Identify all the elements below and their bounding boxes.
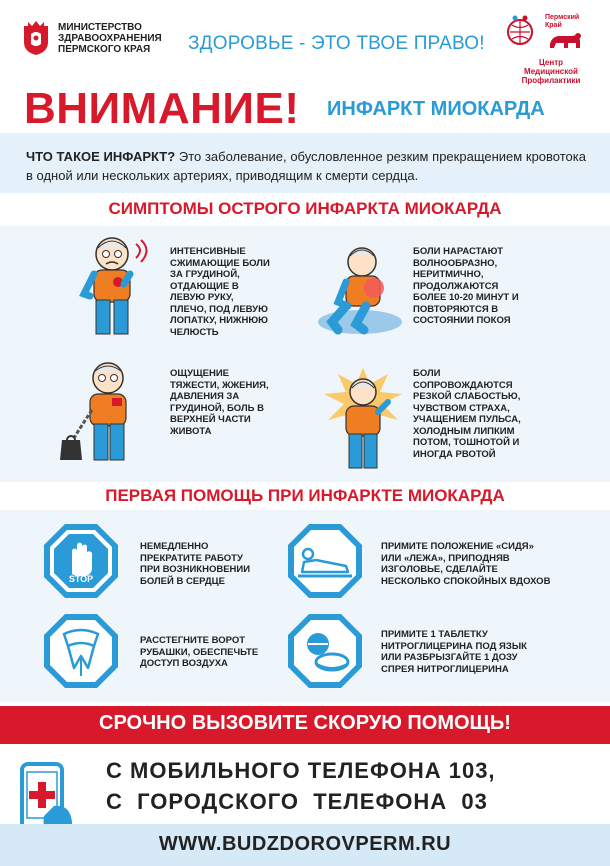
mobile-number-text: С МОБИЛЬНОГО ТЕЛЕФОНА 103, — [106, 758, 496, 783]
pills-icon — [286, 612, 364, 690]
symptom-line: ЖИВОТА — [170, 425, 212, 437]
symptom-line: ЧЕЛЮСТЬ — [170, 326, 219, 338]
slogan: ЗДОРОВЬЕ - ЭТО ТВОЕ ПРАВО! — [188, 33, 485, 54]
aid-line: ИЛИ «ЛЕЖА», ПРИПОДНЯВ — [381, 552, 510, 564]
definition-answer: Это заболевание, обусловленное резким прекращением кровотока в одной или нескольких артериях, приводящим к смерти сердца. — [26, 149, 586, 183]
aid-line: ПРИМИТЕ ПОЛОЖЕНИЕ «СИДЯ» — [381, 541, 534, 552]
website-link[interactable]: WWW.BUDZDOROVPERM.RU — [158, 833, 452, 855]
aid-text — [140, 635, 258, 670]
symptom-line: ПРОДОЛЖАЮТСЯ — [413, 280, 499, 292]
krai-label-line: Край — [545, 22, 562, 29]
warning-title: ВНИМАНИЕ! — [24, 84, 300, 133]
shirt-collar-icon — [42, 612, 120, 690]
symptom-line: ЛЕВУЮ РУКУ, — [170, 292, 234, 303]
subject-title: ИНФАРКТ МИОКАРДА — [327, 98, 545, 120]
symptom-line: ВОЛНООБРАЗНО, — [413, 257, 498, 269]
krai-label — [545, 14, 579, 30]
symptom-line: ПОТОМ, ТОШНОТОЙ И — [413, 437, 520, 448]
symptom-line: ВЕРХНЕЙ ЧАСТИ — [170, 414, 251, 425]
aid-line: НЕСКОЛЬКО СПОКОЙНЫХ ВДОХОВ — [381, 575, 551, 587]
prevention-center-name — [512, 58, 590, 85]
man-chest-pain-icon — [74, 234, 160, 340]
symptom-line: СОПРОВОЖДАЮТСЯ — [413, 379, 513, 391]
aid-line: ПРИ ВОЗНИКНОВЕНИИ — [140, 564, 251, 575]
coat-of-arms-icon — [22, 20, 50, 56]
symptom-line: ПОВТОРЯЮТСЯ В — [413, 303, 499, 315]
ministry-name — [58, 22, 183, 55]
symptom-line: СОСТОЯНИИ ПОКОЯ — [413, 315, 511, 326]
aid-line: ПРИМИТЕ 1 ТАБЛЕТКУ — [381, 629, 488, 640]
landline-number-text: С ГОРОДСКОГО ТЕЛЕФОНА 03 — [106, 789, 488, 814]
aid-line: НИТРОГЛИЦЕРИНА ПОД ЯЗЫК — [381, 640, 527, 652]
aid-line: РУБАШКИ, ОБЕСПЕЧЬТЕ — [140, 646, 259, 658]
symptom-line: БОЛЕЕ 10-20 МИНУТ И — [413, 292, 519, 303]
aid-text — [140, 541, 250, 587]
definition-text — [26, 147, 586, 185]
symptom-line: УЧАЩЕНИЕМ ПУЛЬСА, — [413, 414, 521, 425]
symptom-line: ТЯЖЕСТИ, ЖЖЕНИЯ, — [170, 379, 269, 391]
aid-text — [381, 541, 550, 587]
center-name-line: Центр Медицинской — [524, 58, 578, 76]
symptom-text — [170, 246, 270, 338]
aid-line: ПРЕКРАТИТЕ РАБОТУ — [140, 552, 243, 564]
definition-question: ЧТО ТАКОЕ ИНФАРКТ? — [26, 149, 176, 164]
symptom-line: ЧУВСТВОМ СТРАХА, — [413, 402, 510, 414]
first-aid-heading: ПЕРВАЯ ПОМОЩЬ ПРИ ИНФАРКТЕ МИОКАРДА — [105, 486, 505, 505]
krai-label-line: Пермский — [545, 14, 580, 21]
symptom-line: БОЛИ НАРАСТАЮТ — [413, 246, 504, 257]
symptom-text — [170, 368, 269, 437]
ministry-line: ЗДРАВООХРАНЕНИЯ — [58, 33, 162, 44]
man-chained-weight-icon — [56, 358, 146, 466]
aid-line: СПРЕЯ НИТРОГЛИЦЕРИНА — [381, 663, 509, 675]
stop-label: STOP — [68, 574, 94, 584]
symptom-line: ИНОГДА РВОТОЙ — [413, 448, 496, 460]
aid-line: БОЛЕЙ В СЕРДЦЕ — [140, 575, 225, 587]
symptom-line: ЛОПАТКУ, НИЖНЮЮ — [170, 315, 268, 326]
symptom-line: БОЛИ — [413, 368, 441, 379]
lying-position-icon — [286, 522, 364, 600]
aid-line: ИЛИ РАЗБРЫЗГАЙТЕ 1 ДОЗУ — [381, 652, 518, 663]
aid-line: ИЗГОЛОВЬЕ, СДЕЛАЙТЕ — [381, 564, 498, 575]
symptom-line: ИНТЕНСИВНЫЕ — [170, 246, 246, 257]
symptom-line: ПЛЕЧО, ПОД ЛЕВУЮ — [170, 303, 268, 315]
aid-text — [381, 629, 527, 675]
stop-hand-icon — [42, 522, 120, 600]
symptom-line: ОТДАЮЩИЕ В — [170, 280, 239, 292]
symptom-line: НЕРИТМИЧНО, — [413, 269, 484, 280]
ministry-line: МИНИСТЕРСТВО — [58, 22, 142, 33]
aid-line: ДОСТУП ВОЗДУХА — [140, 658, 228, 669]
symptom-line: ДАВЛЕНИЯ ЗА — [170, 391, 240, 402]
aid-line: НЕМЕДЛЕННО — [140, 541, 209, 552]
symptom-line: ЗА ГРУДИНОЙ, — [170, 269, 240, 280]
center-name-line: Профилактики — [521, 76, 581, 85]
symptom-line: ХОЛОДНЫМ ЛИПКИМ — [413, 425, 515, 437]
aid-line: РАССТЕГНИТЕ ВОРОТ — [140, 635, 246, 646]
man-panic-icon — [318, 366, 408, 474]
man-sitting-pain-icon — [316, 240, 406, 340]
symptoms-heading: СИМПТОМЫ ОСТРОГО ИНФАРКТА МИОКАРДА — [108, 199, 502, 218]
call-banner-text: СРОЧНО ВЫЗОВИТЕ СКОРУЮ ПОМОЩЬ! — [99, 712, 511, 734]
symptom-line: ОЩУЩЕНИЕ — [170, 368, 230, 379]
symptom-line: РЕЗКОЙ СЛАБОСТЬЮ, — [413, 391, 521, 402]
symptom-text — [413, 246, 519, 327]
symptom-line: СЖИМАЮЩИЕ БОЛИ — [170, 257, 270, 269]
symptom-line: ГРУДИНОЙ, БОЛЬ В — [170, 402, 264, 414]
symptom-text — [413, 368, 521, 460]
ministry-line: ПЕРМСКОГО КРАЯ — [58, 44, 151, 55]
